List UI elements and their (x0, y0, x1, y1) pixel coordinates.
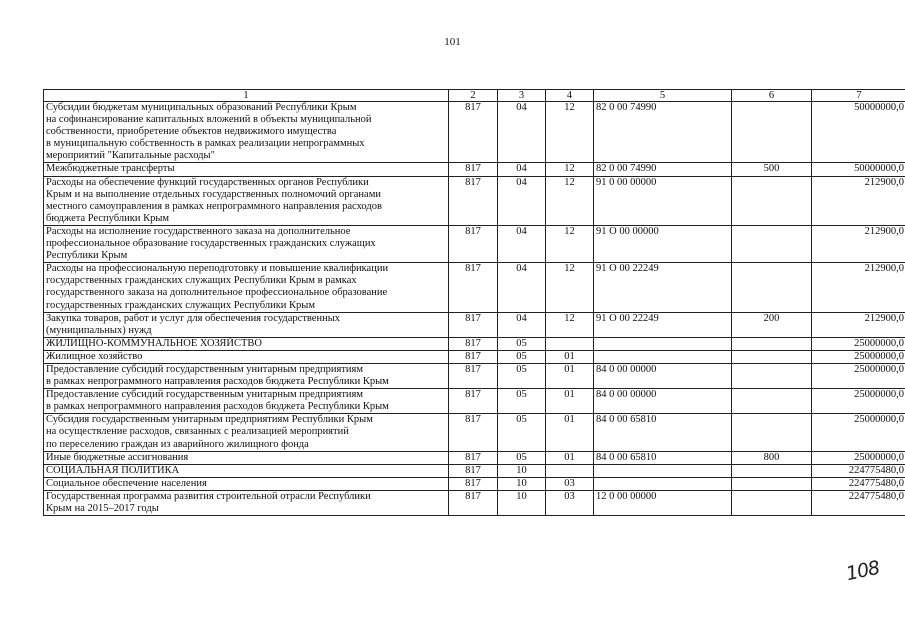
row-section-code: 04 (498, 176, 546, 225)
row-expense-type (732, 414, 812, 451)
row-target-code (594, 477, 732, 490)
row-expense-type (732, 363, 812, 388)
column-header: 2 (449, 90, 498, 102)
table-row (44, 163, 905, 176)
row-description: Расходы на обеспечение функций государственных органов Республики Крым и на выполнение отдельных государственных полномочий органами местного самоуправления в рамках непрограммного направления расходов бюджета Республики Крым (44, 176, 449, 225)
column-header: 5 (594, 90, 732, 102)
row-ministry-code: 817 (449, 451, 498, 464)
row-subsection-code: 12 (546, 225, 594, 262)
row-amount: 224775480,0 (812, 490, 905, 515)
row-subsection-code: 03 (546, 490, 594, 515)
row-ministry-code: 817 (449, 477, 498, 490)
row-target-code (594, 350, 732, 363)
row-description: Расходы на исполнение государственного заказа на дополнительное профессиональное образование государственных гражданских служащих Республики Крым (44, 225, 449, 262)
table-row (44, 225, 905, 262)
row-target-code: 82 0 00 74990 (594, 102, 732, 163)
table-row (44, 102, 905, 163)
row-ministry-code: 817 (449, 389, 498, 414)
row-ministry-code: 817 (449, 414, 498, 451)
row-expense-type (732, 225, 812, 262)
row-expense-type (732, 464, 812, 477)
row-subsection-code: 12 (546, 312, 594, 337)
table-row (44, 337, 905, 350)
row-description: Субсидия государственным унитарным предприятиям Республики Крым на осуществление расходов, связанных с реализацией мероприятий по переселению граждан из аварийного жилищного фонда (44, 414, 449, 451)
row-description: Предоставление субсидий государственным унитарным предприятиям в рамках непрограммного направления расходов бюджета Республики Крым (44, 389, 449, 414)
row-subsection-code: 12 (546, 263, 594, 312)
row-target-code (594, 337, 732, 350)
row-subsection-code: 01 (546, 451, 594, 464)
table-row (44, 363, 905, 388)
column-header: 7 (812, 90, 905, 102)
row-amount: 25000000,0 (812, 389, 905, 414)
table-header-row (44, 90, 905, 102)
row-target-code: 91 О 00 00000 (594, 225, 732, 262)
row-amount: 25000000,0 (812, 337, 905, 350)
row-section-code: 05 (498, 414, 546, 451)
row-ministry-code: 817 (449, 176, 498, 225)
row-expense-type (732, 337, 812, 350)
table-row (44, 350, 905, 363)
row-target-code: 84 0 00 65810 (594, 414, 732, 451)
row-description: Государственная программа развития строительной отрасли Республики Крым на 2015–2017 годы (44, 490, 449, 515)
row-description: Предоставление субсидий государственным унитарным предприятиям в рамках непрограммного направления расходов бюджета Республики Крым (44, 363, 449, 388)
row-target-code: 91 О 00 22249 (594, 263, 732, 312)
column-header: 1 (44, 90, 449, 102)
row-section-code: 10 (498, 464, 546, 477)
row-subsection-code: 01 (546, 363, 594, 388)
budget-table (43, 89, 905, 516)
row-ministry-code: 817 (449, 490, 498, 515)
row-expense-type: 800 (732, 451, 812, 464)
row-expense-type (732, 263, 812, 312)
page-number: 101 (444, 36, 461, 48)
row-description: СОЦИАЛЬНАЯ ПОЛИТИКА (44, 464, 449, 477)
row-target-code: 91 О 00 22249 (594, 312, 732, 337)
row-target-code: 84 0 00 00000 (594, 389, 732, 414)
row-target-code: 84 0 00 65810 (594, 451, 732, 464)
row-subsection-code: 12 (546, 102, 594, 163)
table-row (44, 451, 905, 464)
row-subsection-code: 12 (546, 163, 594, 176)
row-amount: 25000000,0 (812, 350, 905, 363)
row-amount: 25000000,0 (812, 451, 905, 464)
row-section-code: 04 (498, 263, 546, 312)
table-row (44, 414, 905, 451)
row-ministry-code: 817 (449, 102, 498, 163)
row-expense-type (732, 176, 812, 225)
row-expense-type (732, 490, 812, 515)
row-subsection-code: 03 (546, 477, 594, 490)
row-target-code: 91 0 00 00000 (594, 176, 732, 225)
row-section-code: 10 (498, 490, 546, 515)
row-description: Субсидии бюджетам муниципальных образований Республики Крым на софинансирование капитальных вложений в объекты муниципальной собственности, приобретение объектов недвижимого имущества в муниципальную собственность в рамках реализации непрограммных мероприятий "Капитальные расходы" (44, 102, 449, 163)
row-description: Расходы на профессиональную переподготовку и повышение квалификации государственных гражданских служащих Республики Крым в рамках государственного заказа на дополнительное профессиональное образование государственных гражданских служащих Республики Крым (44, 263, 449, 312)
row-subsection-code (546, 337, 594, 350)
row-section-code: 05 (498, 451, 546, 464)
table-row (44, 490, 905, 515)
row-expense-type (732, 477, 812, 490)
row-ministry-code: 817 (449, 263, 498, 312)
row-section-code: 05 (498, 363, 546, 388)
row-expense-type (732, 350, 812, 363)
row-amount: 50000000,0 (812, 102, 905, 163)
row-description: Межбюджетные трансферты (44, 163, 449, 176)
table-row (44, 312, 905, 337)
column-header: 3 (498, 90, 546, 102)
column-header: 4 (546, 90, 594, 102)
row-amount: 25000000,0 (812, 363, 905, 388)
row-ministry-code: 817 (449, 350, 498, 363)
row-ministry-code: 817 (449, 163, 498, 176)
row-amount: 224775480,0 (812, 477, 905, 490)
row-amount: 212900,0 (812, 225, 905, 262)
table-row (44, 464, 905, 477)
row-subsection-code (546, 464, 594, 477)
row-target-code: 84 0 00 00000 (594, 363, 732, 388)
row-description: Жилищное хозяйство (44, 350, 449, 363)
row-amount: 212900,0 (812, 312, 905, 337)
row-amount: 25000000,0 (812, 414, 905, 451)
row-subsection-code: 01 (546, 350, 594, 363)
row-ministry-code: 817 (449, 337, 498, 350)
row-section-code: 04 (498, 225, 546, 262)
row-description: Социальное обеспечение населения (44, 477, 449, 490)
row-section-code: 05 (498, 350, 546, 363)
row-section-code: 04 (498, 312, 546, 337)
row-subsection-code: 12 (546, 176, 594, 225)
row-target-code (594, 464, 732, 477)
table-row (44, 477, 905, 490)
row-amount: 224775480,0 (812, 464, 905, 477)
row-section-code: 05 (498, 337, 546, 350)
row-expense-type: 200 (732, 312, 812, 337)
row-ministry-code: 817 (449, 363, 498, 388)
handwritten-page-number: 108 (844, 556, 882, 586)
table-row (44, 389, 905, 414)
row-ministry-code: 817 (449, 312, 498, 337)
row-expense-type (732, 102, 812, 163)
row-amount: 212900,0 (812, 263, 905, 312)
row-section-code: 10 (498, 477, 546, 490)
row-description: ЖИЛИЩНО-КОММУНАЛЬНОЕ ХОЗЯЙСТВО (44, 337, 449, 350)
row-subsection-code: 01 (546, 414, 594, 451)
row-target-code: 82 0 00 74990 (594, 163, 732, 176)
row-description: Иные бюджетные ассигнования (44, 451, 449, 464)
row-description: Закупка товаров, работ и услуг для обеспечения государственных (муниципальных) нужд (44, 312, 449, 337)
row-expense-type: 500 (732, 163, 812, 176)
row-ministry-code: 817 (449, 225, 498, 262)
column-header: 6 (732, 90, 812, 102)
row-ministry-code: 817 (449, 464, 498, 477)
row-section-code: 05 (498, 389, 546, 414)
row-section-code: 04 (498, 163, 546, 176)
row-section-code: 04 (498, 102, 546, 163)
row-amount: 212900,0 (812, 176, 905, 225)
row-target-code: 12 0 00 00000 (594, 490, 732, 515)
table-row (44, 176, 905, 225)
table-row (44, 263, 905, 312)
row-amount: 50000000,0 (812, 163, 905, 176)
row-expense-type (732, 389, 812, 414)
row-subsection-code: 01 (546, 389, 594, 414)
